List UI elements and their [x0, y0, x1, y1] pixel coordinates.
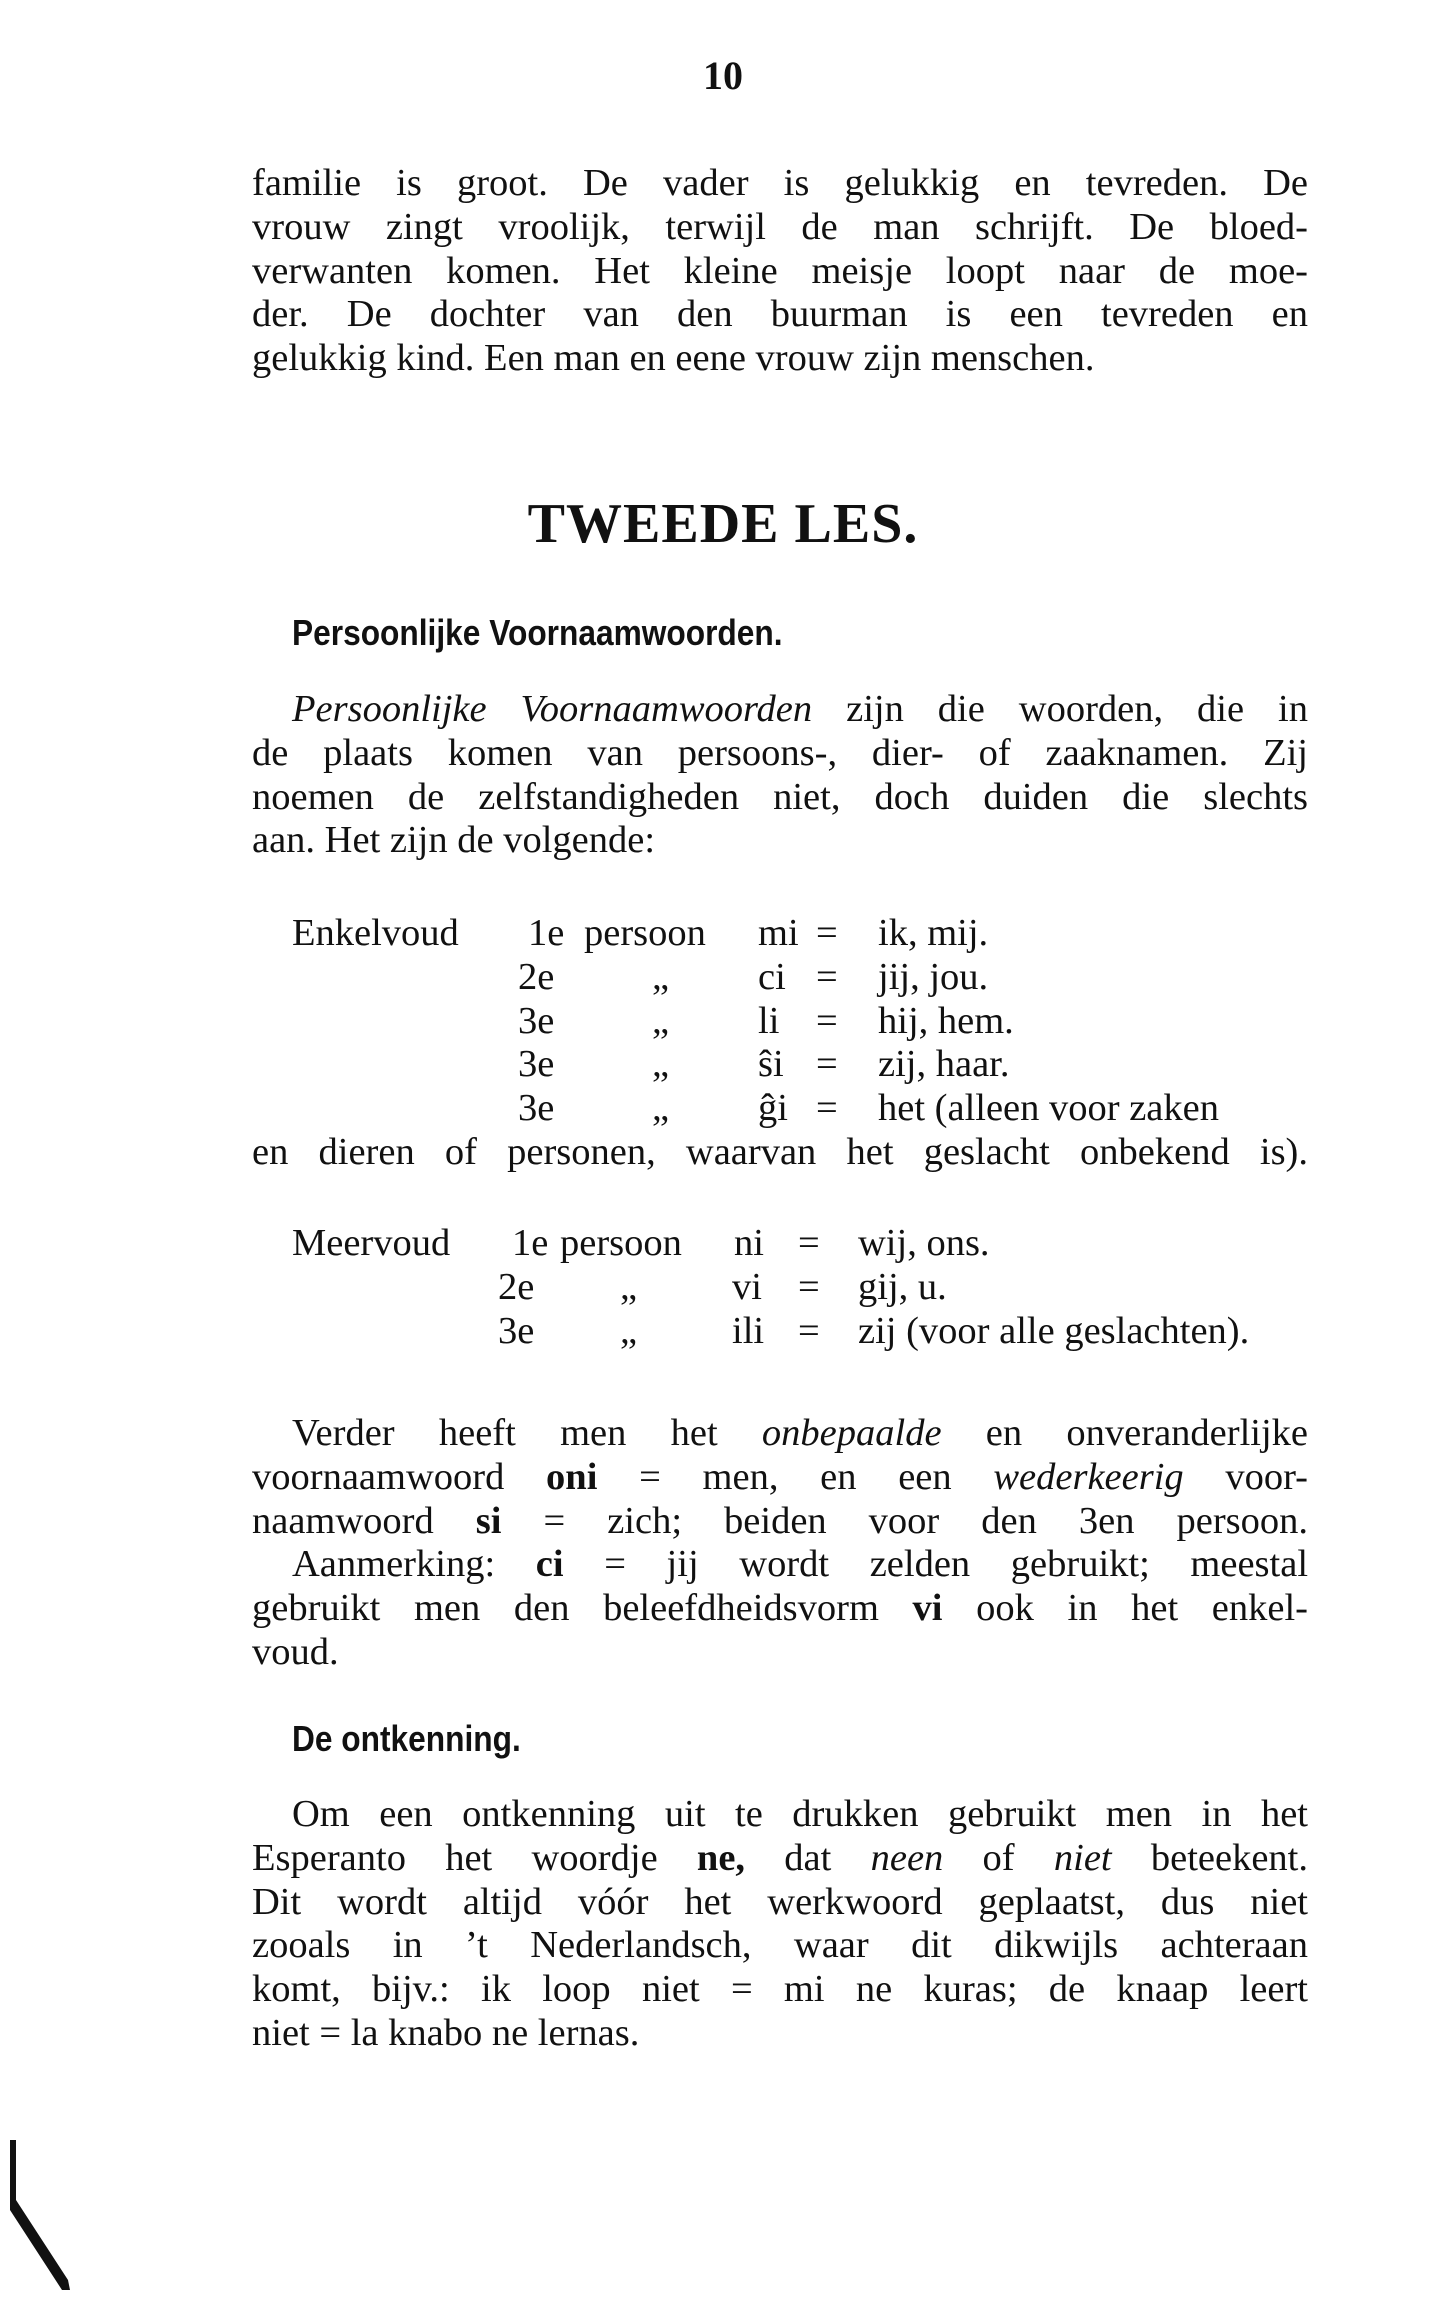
italic-term: Persoonlijke Voornaamwoorden — [292, 688, 813, 730]
esperanto-pronoun: li — [758, 999, 780, 1042]
text-line: gelukkig kind. Een man en eene vrouw zijn menschen. — [252, 337, 1095, 380]
text-fragment: Esperanto het woordje — [252, 1836, 697, 1879]
esperanto-pronoun: ili — [732, 1309, 765, 1352]
ditto-mark: „ — [652, 955, 670, 998]
esperanto-pronoun: mi — [758, 912, 799, 954]
italic-term: neen — [870, 1836, 944, 1879]
text-fragment: Verder heeft men het — [292, 1412, 762, 1454]
text-fragment: = jij wordt zelden gebruikt; meestal — [563, 1543, 1309, 1586]
singular-pronoun-table — [292, 912, 1308, 1131]
text-line — [252, 1587, 1308, 1631]
text-line: Om een ontkenning uit te drukken gebruikt men in het — [292, 1793, 1308, 1835]
text-line — [252, 1500, 1308, 1544]
text-line: voud. — [252, 1630, 339, 1673]
person-number: 3e — [498, 1309, 535, 1352]
text-line: noemen de zelfstandigheden niet, doch duiden die slechts — [252, 775, 1308, 818]
text-fragment: ook in het enkel- — [942, 1587, 1308, 1630]
singular-continuation: en dieren of personen, waarvan het geslacht onbekend is). — [252, 1131, 1308, 1173]
bold-term: oni — [546, 1455, 598, 1498]
esperanto-pronoun: ŝi — [758, 1043, 784, 1086]
equals-sign: = — [798, 1265, 820, 1308]
text-line — [252, 1837, 1308, 1881]
pronoun-row — [292, 956, 1308, 1000]
ditto-mark: „ — [652, 999, 670, 1042]
plural-label: Meervoud — [292, 1222, 451, 1264]
text-line — [252, 1543, 1308, 1587]
bold-term: ci — [535, 1543, 564, 1586]
esperanto-pronoun: ci — [758, 955, 786, 998]
text-line: Dit wordt altijd vóór het werkwoord geplaatst, dus niet — [252, 1880, 1308, 1923]
corner-scan-mark-icon — [10, 2140, 90, 2290]
negation-paragraph — [252, 1793, 1308, 2056]
dutch-translation: hij, hem. — [878, 999, 1014, 1042]
personal-definition-paragraph — [252, 688, 1308, 863]
text-line: verwanten komen. Het kleine meisje loopt naar de moe- — [252, 249, 1308, 292]
ditto-mark: „ — [652, 1043, 670, 1086]
equals-sign: = — [798, 1309, 820, 1352]
pronoun-row — [292, 1266, 1308, 1310]
person-word: persoon — [584, 912, 706, 954]
dutch-translation: wij, ons. — [858, 1222, 990, 1264]
text-line: niet = la knabo ne lernas. — [252, 2011, 640, 2054]
text-fragment: gebruikt men den beleefdheidsvorm — [252, 1587, 913, 1630]
text-fragment: Aanmerking: — [292, 1543, 536, 1586]
person-number: 2e — [518, 955, 555, 998]
text-fragment: = zich; beiden voor den 3en persoon. — [501, 1499, 1308, 1542]
esperanto-pronoun: vi — [732, 1265, 762, 1308]
text-fragment: = men, en een — [597, 1455, 994, 1498]
page-number: 10 — [703, 53, 743, 98]
ditto-mark: „ — [620, 1265, 638, 1308]
bold-term: vi — [912, 1587, 943, 1630]
text-line: zooals in ’t Nederlandsch, waar dit dikwijls achteraan — [252, 1924, 1308, 1967]
text-fragment: voor- — [1183, 1455, 1309, 1498]
dutch-translation: gij, u. — [858, 1265, 947, 1308]
text-fragment: en onveranderlijke — [941, 1412, 1308, 1454]
dutch-translation: jij, jou. — [878, 955, 989, 998]
pronoun-row — [292, 1310, 1308, 1354]
ditto-mark: „ — [652, 1087, 670, 1130]
plural-pronoun-table — [292, 1222, 1308, 1353]
person-number: 2e — [498, 1265, 535, 1308]
ditto-mark: „ — [620, 1309, 638, 1352]
bold-term: ne, — [696, 1836, 746, 1879]
text-fragment: naamwoord — [252, 1499, 476, 1542]
dutch-translation: zij, haar. — [878, 1043, 1010, 1086]
text-line — [252, 1456, 1308, 1500]
esperanto-pronoun: ĝi — [758, 1087, 788, 1130]
pronoun-row — [292, 1000, 1308, 1044]
text-fragment: zijn die woorden, die in — [812, 688, 1308, 730]
equals-sign: = — [798, 1222, 820, 1264]
text-line — [252, 1412, 1308, 1456]
pronoun-row — [292, 1043, 1308, 1087]
text-line: komt, bijv.: ik loop niet = mi ne kuras; de knaap leert — [252, 1968, 1308, 2011]
pronoun-row — [292, 1087, 1308, 1131]
section-heading-negation: De ontkenning. — [292, 1718, 521, 1759]
dutch-translation: het (alleen voor zaken — [878, 1087, 1219, 1130]
text-fragment: beteekent. — [1111, 1836, 1309, 1879]
bold-term: si — [475, 1499, 502, 1542]
text-line: der. De dochter van den buurman is een tevreden en — [252, 293, 1308, 336]
text-line: aan. Het zijn de volgende: — [252, 819, 656, 862]
person-number: 3e — [518, 1043, 555, 1086]
intro-paragraph — [252, 162, 1308, 381]
equals-sign: = — [816, 1043, 838, 1086]
singular-label: Enkelvoud — [292, 912, 459, 954]
pronoun-row — [292, 912, 1308, 956]
lesson-title: TWEEDE LES. — [527, 493, 919, 555]
text-line — [252, 688, 1308, 732]
equals-sign: = — [816, 955, 838, 998]
dutch-translation: ik, mij. — [878, 912, 989, 954]
text-line: de plaats komen van persoons-, dier- of zaaknamen. Zij — [252, 731, 1308, 774]
person-number: 1e — [512, 1222, 549, 1264]
further-paragraph — [252, 1412, 1308, 1675]
esperanto-pronoun: ni — [734, 1222, 764, 1264]
italic-term: wederkeerig — [993, 1455, 1184, 1498]
section-heading-personal: Persoonlijke Voornaamwoorden. — [292, 612, 783, 653]
italic-term: niet — [1053, 1836, 1112, 1879]
text-fragment: of — [943, 1836, 1054, 1879]
person-word: persoon — [560, 1222, 682, 1264]
equals-sign: = — [816, 912, 838, 954]
person-number: 3e — [518, 999, 555, 1042]
person-number: 1e — [528, 912, 565, 954]
person-number: 3e — [518, 1087, 555, 1130]
text-fragment: dat — [745, 1836, 871, 1879]
equals-sign: = — [816, 1087, 838, 1130]
text-line: vrouw zingt vroolijk, terwijl de man schrijft. De bloed- — [252, 205, 1308, 248]
text-fragment: voornaamwoord — [252, 1455, 547, 1498]
text-line: familie is groot. De vader is gelukkig en tevreden. De — [252, 162, 1308, 204]
equals-sign: = — [816, 999, 838, 1042]
italic-term: onbepaalde — [761, 1412, 942, 1454]
pronoun-row — [292, 1222, 1308, 1266]
dutch-translation: zij (voor alle geslachten). — [858, 1309, 1250, 1352]
